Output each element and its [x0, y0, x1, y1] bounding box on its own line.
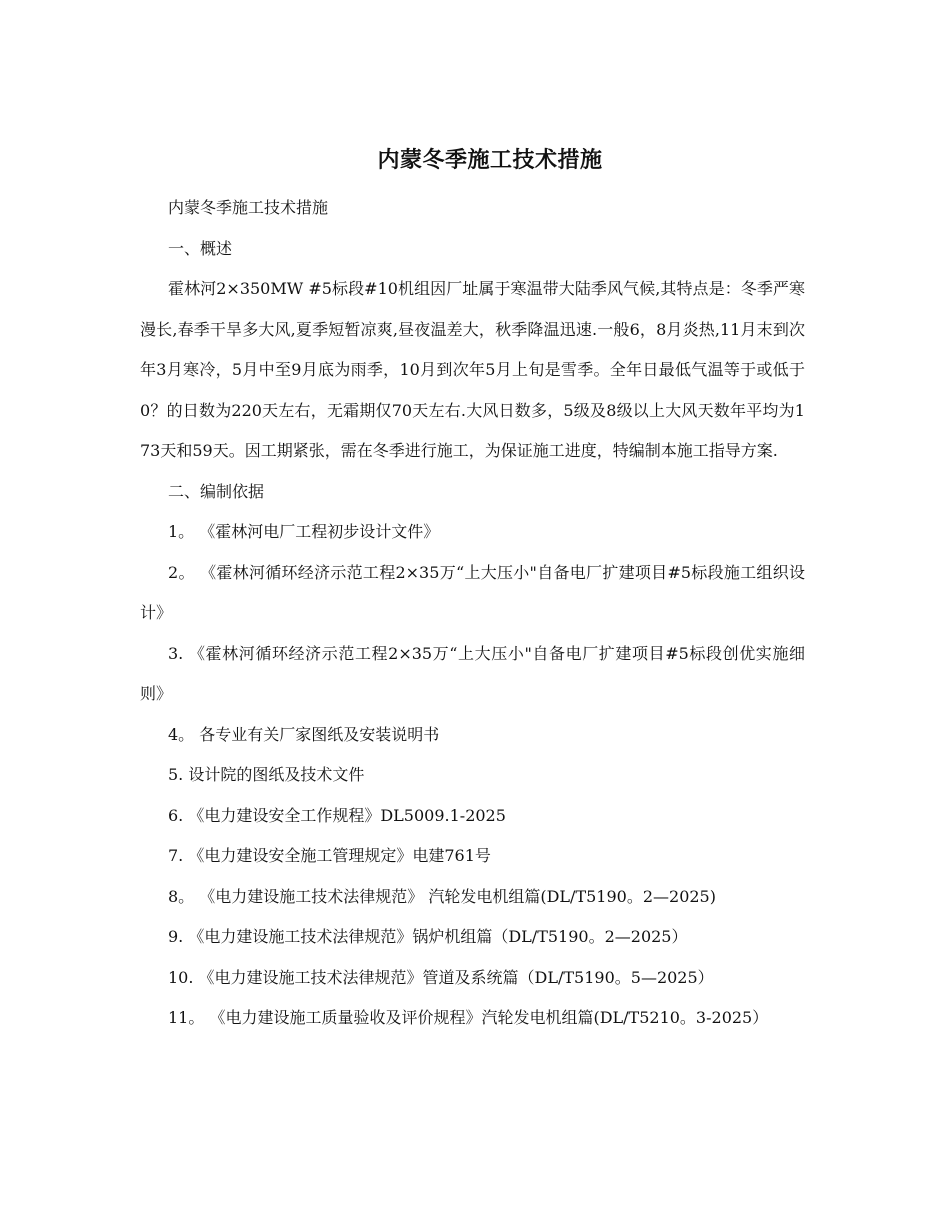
section-heading-basis: 二、编制依据	[168, 481, 265, 501]
list-item: 6. 《电力建设安全工作规程》DL5009.1-2025	[168, 805, 506, 825]
list-item: 10. 《电力建设施工技术法律规范》管道及系统篇（DL/T5190。5—2025）	[168, 967, 714, 987]
paragraph-overview: 霍林河2×350MW #5标段#10机组因厂址属于寒温带大陆季风气候,其特点是：冬季严寒漫长,春季干旱多大风,夏季短暂凉爽,昼夜温差大，秋季降温迅速.一般6，8月炎热,11月末到次年3月寒冷，5月中至9月底为雨季，10月到次年5月上旬是雪季。全年日最低气温等于或低于0？的日数为220天左右，无霜期仅70天左右.大风日数多，5级及8级以上大风天数年平均为173天和59天。因工期紧张，需在冬季进行施工，为保证施工进度，特编制本施工指导方案.	[140, 279, 805, 460]
list-item: 3. 《霍林河循环经济示范工程2×35万“上大压小"自备电厂扩建项目#5标段创优实施细则》	[140, 643, 805, 703]
list-item: 5. 设计院的图纸及技术文件	[168, 765, 365, 784]
list-item: 1。 《霍林河电厂工程初步设计文件》	[168, 522, 440, 541]
list-item: 4。 各专业有关厂家图纸及安装说明书	[168, 724, 440, 744]
section-heading-overview: 一、概述	[168, 238, 233, 258]
list-item: 7. 《电力建设安全施工管理规定》电建761号	[168, 846, 491, 865]
list-item: 2。 《霍林河循环经济示范工程2×35万“上大压小"自备电厂扩建项目#5标段施工组织设计》	[140, 562, 805, 622]
document-body	[140, 188, 805, 1039]
list-item: 9. 《电力建设施工技术法律规范》锅炉机组篇（DL/T5190。2—2025）	[168, 927, 688, 946]
document-title: 内蒙冬季施工技术措施	[377, 147, 603, 173]
list-item: 11。 《电力建设施工质量验收及评价规程》汽轮发电机组篇(DL/T5210。3-2025）	[168, 1008, 769, 1027]
paragraph-subtitle: 内蒙冬季施工技术措施	[168, 198, 329, 217]
list-item: 8。 《电力建设施工技术法律规范》 汽轮发电机组篇(DL/T5190。2—2025)	[168, 886, 716, 906]
